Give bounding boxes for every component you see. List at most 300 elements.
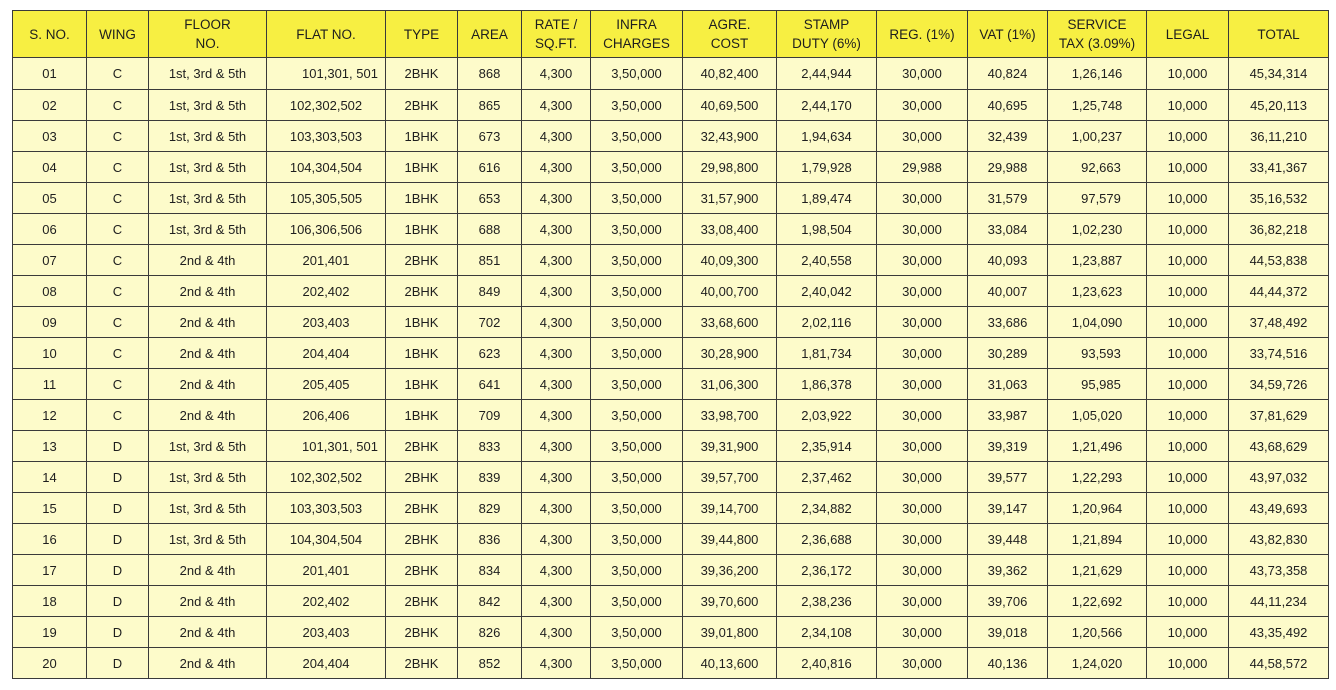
cell-area: 839 bbox=[458, 462, 522, 493]
cell-flat-no: 105,305,505 bbox=[267, 183, 386, 214]
cell-wing: C bbox=[87, 369, 149, 400]
cell-sno: 19 bbox=[13, 617, 87, 648]
cell-service-tax: 1,21,894 bbox=[1048, 524, 1147, 555]
cell-floor-no: 2nd & 4th bbox=[149, 369, 267, 400]
cell-area: 673 bbox=[458, 121, 522, 152]
cell-stamp-duty: 1,94,634 bbox=[777, 121, 877, 152]
cell-reg: 30,000 bbox=[877, 183, 968, 214]
cell-infra-charges: 3,50,000 bbox=[591, 431, 683, 462]
column-header-rate-per-sqft bbox=[522, 11, 591, 58]
column-header-agre-cost bbox=[683, 11, 777, 58]
cell-area: 851 bbox=[458, 245, 522, 276]
cell-stamp-duty: 2,44,170 bbox=[777, 90, 877, 121]
cell-reg: 30,000 bbox=[877, 338, 968, 369]
cell-vat: 39,319 bbox=[968, 431, 1048, 462]
cell-sno: 12 bbox=[13, 400, 87, 431]
cell-infra-charges: 3,50,000 bbox=[591, 493, 683, 524]
table-header bbox=[13, 11, 1329, 58]
cell-rate-per-sqft: 4,300 bbox=[522, 555, 591, 586]
column-header-wing bbox=[87, 11, 149, 58]
cell-infra-charges: 3,50,000 bbox=[591, 586, 683, 617]
cell-vat: 31,063 bbox=[968, 369, 1048, 400]
column-header-line: VAT (1%) bbox=[979, 26, 1036, 42]
cell-total: 37,81,629 bbox=[1229, 400, 1329, 431]
cell-reg: 30,000 bbox=[877, 586, 968, 617]
cell-rate-per-sqft: 4,300 bbox=[522, 648, 591, 679]
column-header-floor-no bbox=[149, 11, 267, 58]
cell-flat-no: 203,403 bbox=[267, 617, 386, 648]
cell-legal: 10,000 bbox=[1147, 90, 1229, 121]
cell-vat: 39,018 bbox=[968, 617, 1048, 648]
table-row bbox=[13, 338, 1329, 369]
cell-stamp-duty: 2,37,462 bbox=[777, 462, 877, 493]
column-header-vat bbox=[968, 11, 1048, 58]
cell-floor-no: 2nd & 4th bbox=[149, 555, 267, 586]
cell-type: 2BHK bbox=[386, 524, 458, 555]
cell-floor-no: 1st, 3rd & 5th bbox=[149, 462, 267, 493]
cell-stamp-duty: 2,40,558 bbox=[777, 245, 877, 276]
cell-area: 826 bbox=[458, 617, 522, 648]
cell-agre-cost: 40,13,600 bbox=[683, 648, 777, 679]
column-header-line: SERVICE bbox=[1067, 17, 1127, 32]
cell-service-tax: 1,02,230 bbox=[1048, 214, 1147, 245]
table-row bbox=[13, 369, 1329, 400]
cell-flat-no: 103,303,503 bbox=[267, 121, 386, 152]
cell-agre-cost: 31,06,300 bbox=[683, 369, 777, 400]
table-row bbox=[13, 586, 1329, 617]
cell-floor-no: 1st, 3rd & 5th bbox=[149, 214, 267, 245]
cell-wing: C bbox=[87, 214, 149, 245]
cell-floor-no: 1st, 3rd & 5th bbox=[149, 493, 267, 524]
cell-vat: 40,136 bbox=[968, 648, 1048, 679]
cell-total: 36,11,210 bbox=[1229, 121, 1329, 152]
column-header-line: LEGAL bbox=[1165, 26, 1210, 42]
column-header-line: FLOOR bbox=[184, 17, 231, 32]
cell-rate-per-sqft: 4,300 bbox=[522, 58, 591, 90]
cell-sno: 03 bbox=[13, 121, 87, 152]
cell-rate-per-sqft: 4,300 bbox=[522, 90, 591, 121]
cell-infra-charges: 3,50,000 bbox=[591, 152, 683, 183]
cell-sno: 15 bbox=[13, 493, 87, 524]
cell-sno: 07 bbox=[13, 245, 87, 276]
cell-infra-charges: 3,50,000 bbox=[591, 338, 683, 369]
cell-vat: 29,988 bbox=[968, 152, 1048, 183]
cell-legal: 10,000 bbox=[1147, 245, 1229, 276]
cell-total: 43,49,693 bbox=[1229, 493, 1329, 524]
cell-infra-charges: 3,50,000 bbox=[591, 121, 683, 152]
cell-total: 34,59,726 bbox=[1229, 369, 1329, 400]
cell-area: 702 bbox=[458, 307, 522, 338]
cell-agre-cost: 39,01,800 bbox=[683, 617, 777, 648]
cell-flat-no: 203,403 bbox=[267, 307, 386, 338]
cell-flat-no: 102,302,502 bbox=[267, 90, 386, 121]
cell-rate-per-sqft: 4,300 bbox=[522, 276, 591, 307]
cell-stamp-duty: 2,34,882 bbox=[777, 493, 877, 524]
cell-flat-no: 201,401 bbox=[267, 555, 386, 586]
cell-total: 43,35,492 bbox=[1229, 617, 1329, 648]
cell-floor-no: 1st, 3rd & 5th bbox=[149, 121, 267, 152]
cell-area: 868 bbox=[458, 58, 522, 90]
cell-wing: D bbox=[87, 586, 149, 617]
cell-type: 1BHK bbox=[386, 214, 458, 245]
cell-vat: 33,686 bbox=[968, 307, 1048, 338]
table-row bbox=[13, 307, 1329, 338]
cell-legal: 10,000 bbox=[1147, 555, 1229, 586]
column-header-area bbox=[458, 11, 522, 58]
cell-agre-cost: 39,14,700 bbox=[683, 493, 777, 524]
cell-vat: 33,084 bbox=[968, 214, 1048, 245]
cell-floor-no: 1st, 3rd & 5th bbox=[149, 152, 267, 183]
cell-flat-no: 104,304,504 bbox=[267, 524, 386, 555]
table-row bbox=[13, 214, 1329, 245]
cell-service-tax: 1,05,020 bbox=[1048, 400, 1147, 431]
cell-wing: D bbox=[87, 648, 149, 679]
cell-total: 44,58,572 bbox=[1229, 648, 1329, 679]
cell-legal: 10,000 bbox=[1147, 431, 1229, 462]
cell-stamp-duty: 1,81,734 bbox=[777, 338, 877, 369]
cell-stamp-duty: 2,40,816 bbox=[777, 648, 877, 679]
table-row bbox=[13, 90, 1329, 121]
table-row bbox=[13, 524, 1329, 555]
cell-legal: 10,000 bbox=[1147, 121, 1229, 152]
cell-legal: 10,000 bbox=[1147, 586, 1229, 617]
cell-type: 2BHK bbox=[386, 493, 458, 524]
cell-floor-no: 1st, 3rd & 5th bbox=[149, 431, 267, 462]
cell-stamp-duty: 2,36,172 bbox=[777, 555, 877, 586]
cell-type: 2BHK bbox=[386, 462, 458, 493]
column-header-line: AREA bbox=[471, 26, 508, 42]
cell-area: 834 bbox=[458, 555, 522, 586]
table-row bbox=[13, 183, 1329, 214]
cell-legal: 10,000 bbox=[1147, 338, 1229, 369]
cell-stamp-duty: 1,98,504 bbox=[777, 214, 877, 245]
cell-agre-cost: 32,43,900 bbox=[683, 121, 777, 152]
cell-sno: 01 bbox=[13, 58, 87, 90]
cell-total: 45,34,314 bbox=[1229, 58, 1329, 90]
cell-wing: C bbox=[87, 58, 149, 90]
cell-service-tax: 1,20,964 bbox=[1048, 493, 1147, 524]
cell-agre-cost: 39,36,200 bbox=[683, 555, 777, 586]
cell-reg: 30,000 bbox=[877, 462, 968, 493]
cell-stamp-duty: 2,34,108 bbox=[777, 617, 877, 648]
cell-agre-cost: 40,09,300 bbox=[683, 245, 777, 276]
cell-vat: 40,824 bbox=[968, 58, 1048, 90]
cell-legal: 10,000 bbox=[1147, 493, 1229, 524]
cell-infra-charges: 3,50,000 bbox=[591, 183, 683, 214]
column-header-line: CHARGES bbox=[603, 36, 670, 51]
cell-sno: 14 bbox=[13, 462, 87, 493]
cell-type: 1BHK bbox=[386, 121, 458, 152]
cell-total: 44,44,372 bbox=[1229, 276, 1329, 307]
cell-vat: 31,579 bbox=[968, 183, 1048, 214]
column-header-line: STAMP bbox=[803, 17, 850, 32]
cell-service-tax: 1,22,692 bbox=[1048, 586, 1147, 617]
cell-area: 852 bbox=[458, 648, 522, 679]
column-header-line: TOTAL bbox=[1257, 26, 1300, 42]
cell-total: 35,16,532 bbox=[1229, 183, 1329, 214]
cell-service-tax: 97,579 bbox=[1048, 183, 1147, 214]
cell-flat-no: 103,303,503 bbox=[267, 493, 386, 524]
column-header-line: COST bbox=[710, 36, 749, 51]
cell-flat-no: 205,405 bbox=[267, 369, 386, 400]
cell-total: 33,74,516 bbox=[1229, 338, 1329, 369]
cell-wing: C bbox=[87, 152, 149, 183]
cell-rate-per-sqft: 4,300 bbox=[522, 245, 591, 276]
cell-floor-no: 2nd & 4th bbox=[149, 338, 267, 369]
cell-sno: 02 bbox=[13, 90, 87, 121]
column-header-line: TYPE bbox=[403, 26, 440, 42]
cell-vat: 33,987 bbox=[968, 400, 1048, 431]
cell-vat: 40,007 bbox=[968, 276, 1048, 307]
cell-area: 616 bbox=[458, 152, 522, 183]
cell-service-tax: 1,21,496 bbox=[1048, 431, 1147, 462]
cell-type: 2BHK bbox=[386, 586, 458, 617]
column-header-line: WING bbox=[99, 26, 136, 42]
cell-reg: 29,988 bbox=[877, 152, 968, 183]
cell-infra-charges: 3,50,000 bbox=[591, 90, 683, 121]
cell-area: 836 bbox=[458, 524, 522, 555]
cell-area: 865 bbox=[458, 90, 522, 121]
column-header-reg bbox=[877, 11, 968, 58]
column-header-type bbox=[386, 11, 458, 58]
cell-type: 1BHK bbox=[386, 152, 458, 183]
cell-type: 1BHK bbox=[386, 369, 458, 400]
cell-type: 2BHK bbox=[386, 245, 458, 276]
table-row bbox=[13, 121, 1329, 152]
cell-sno: 06 bbox=[13, 214, 87, 245]
cell-reg: 30,000 bbox=[877, 214, 968, 245]
price-table bbox=[12, 10, 1329, 679]
cell-service-tax: 1,20,566 bbox=[1048, 617, 1147, 648]
cell-type: 2BHK bbox=[386, 276, 458, 307]
cell-wing: D bbox=[87, 431, 149, 462]
column-header-legal bbox=[1147, 11, 1229, 58]
cell-rate-per-sqft: 4,300 bbox=[522, 400, 591, 431]
cell-area: 641 bbox=[458, 369, 522, 400]
cell-sno: 10 bbox=[13, 338, 87, 369]
column-header-flat-no bbox=[267, 11, 386, 58]
cell-stamp-duty: 2,44,944 bbox=[777, 58, 877, 90]
cell-reg: 30,000 bbox=[877, 121, 968, 152]
cell-agre-cost: 29,98,800 bbox=[683, 152, 777, 183]
cell-service-tax: 1,21,629 bbox=[1048, 555, 1147, 586]
cell-agre-cost: 33,08,400 bbox=[683, 214, 777, 245]
cell-rate-per-sqft: 4,300 bbox=[522, 462, 591, 493]
cell-total: 43,82,830 bbox=[1229, 524, 1329, 555]
cell-floor-no: 1st, 3rd & 5th bbox=[149, 183, 267, 214]
cell-floor-no: 2nd & 4th bbox=[149, 648, 267, 679]
cell-reg: 30,000 bbox=[877, 493, 968, 524]
header-row bbox=[13, 11, 1329, 58]
cell-wing: C bbox=[87, 338, 149, 369]
cell-flat-no: 206,406 bbox=[267, 400, 386, 431]
cell-floor-no: 2nd & 4th bbox=[149, 400, 267, 431]
cell-legal: 10,000 bbox=[1147, 58, 1229, 90]
cell-infra-charges: 3,50,000 bbox=[591, 555, 683, 586]
cell-legal: 10,000 bbox=[1147, 369, 1229, 400]
column-header-line: TAX (3.09%) bbox=[1058, 36, 1136, 51]
cell-service-tax: 1,22,293 bbox=[1048, 462, 1147, 493]
cell-vat: 40,093 bbox=[968, 245, 1048, 276]
cell-reg: 30,000 bbox=[877, 400, 968, 431]
cell-sno: 04 bbox=[13, 152, 87, 183]
cell-legal: 10,000 bbox=[1147, 524, 1229, 555]
cell-total: 44,53,838 bbox=[1229, 245, 1329, 276]
cell-agre-cost: 33,68,600 bbox=[683, 307, 777, 338]
cell-flat-no: 204,404 bbox=[267, 648, 386, 679]
cell-type: 2BHK bbox=[386, 431, 458, 462]
cell-flat-no: 204,404 bbox=[267, 338, 386, 369]
cell-type: 1BHK bbox=[386, 400, 458, 431]
cell-floor-no: 1st, 3rd & 5th bbox=[149, 524, 267, 555]
table-row bbox=[13, 648, 1329, 679]
cell-legal: 10,000 bbox=[1147, 214, 1229, 245]
cell-infra-charges: 3,50,000 bbox=[591, 369, 683, 400]
column-header-sno bbox=[13, 11, 87, 58]
cell-vat: 39,577 bbox=[968, 462, 1048, 493]
cell-agre-cost: 33,98,700 bbox=[683, 400, 777, 431]
cell-type: 1BHK bbox=[386, 183, 458, 214]
cell-floor-no: 2nd & 4th bbox=[149, 276, 267, 307]
table-row bbox=[13, 617, 1329, 648]
cell-floor-no: 2nd & 4th bbox=[149, 245, 267, 276]
cell-reg: 30,000 bbox=[877, 276, 968, 307]
cell-area: 833 bbox=[458, 431, 522, 462]
cell-legal: 10,000 bbox=[1147, 648, 1229, 679]
cell-reg: 30,000 bbox=[877, 369, 968, 400]
cell-infra-charges: 3,50,000 bbox=[591, 617, 683, 648]
cell-sno: 17 bbox=[13, 555, 87, 586]
cell-type: 1BHK bbox=[386, 338, 458, 369]
cell-infra-charges: 3,50,000 bbox=[591, 214, 683, 245]
cell-type: 2BHK bbox=[386, 648, 458, 679]
cell-stamp-duty: 2,38,236 bbox=[777, 586, 877, 617]
table-row bbox=[13, 276, 1329, 307]
cell-wing: C bbox=[87, 400, 149, 431]
cell-rate-per-sqft: 4,300 bbox=[522, 307, 591, 338]
column-header-service-tax bbox=[1048, 11, 1147, 58]
cell-vat: 40,695 bbox=[968, 90, 1048, 121]
cell-infra-charges: 3,50,000 bbox=[591, 524, 683, 555]
cell-sno: 20 bbox=[13, 648, 87, 679]
column-header-line: S. NO. bbox=[29, 26, 70, 42]
cell-rate-per-sqft: 4,300 bbox=[522, 617, 591, 648]
column-header-line: RATE / bbox=[534, 17, 578, 32]
cell-agre-cost: 39,70,600 bbox=[683, 586, 777, 617]
cell-floor-no: 1st, 3rd & 5th bbox=[149, 58, 267, 90]
cell-reg: 30,000 bbox=[877, 555, 968, 586]
cell-flat-no: 101,301, 501 bbox=[267, 58, 386, 90]
cell-legal: 10,000 bbox=[1147, 617, 1229, 648]
cell-vat: 39,706 bbox=[968, 586, 1048, 617]
cell-agre-cost: 30,28,900 bbox=[683, 338, 777, 369]
cell-sno: 05 bbox=[13, 183, 87, 214]
table-row bbox=[13, 462, 1329, 493]
table-row bbox=[13, 58, 1329, 90]
cell-rate-per-sqft: 4,300 bbox=[522, 431, 591, 462]
cell-floor-no: 2nd & 4th bbox=[149, 307, 267, 338]
cell-flat-no: 202,402 bbox=[267, 586, 386, 617]
cell-total: 45,20,113 bbox=[1229, 90, 1329, 121]
cell-total: 44,11,234 bbox=[1229, 586, 1329, 617]
cell-vat: 39,448 bbox=[968, 524, 1048, 555]
cell-wing: C bbox=[87, 245, 149, 276]
cell-wing: C bbox=[87, 121, 149, 152]
cell-agre-cost: 31,57,900 bbox=[683, 183, 777, 214]
cell-wing: C bbox=[87, 276, 149, 307]
cell-infra-charges: 3,50,000 bbox=[591, 307, 683, 338]
cell-type: 2BHK bbox=[386, 555, 458, 586]
cell-service-tax: 1,25,748 bbox=[1048, 90, 1147, 121]
table-row bbox=[13, 152, 1329, 183]
cell-infra-charges: 3,50,000 bbox=[591, 400, 683, 431]
column-header-line: INFRA bbox=[616, 17, 657, 32]
cell-reg: 30,000 bbox=[877, 431, 968, 462]
cell-legal: 10,000 bbox=[1147, 307, 1229, 338]
cell-type: 2BHK bbox=[386, 90, 458, 121]
table-row bbox=[13, 493, 1329, 524]
cell-wing: D bbox=[87, 555, 149, 586]
cell-legal: 10,000 bbox=[1147, 462, 1229, 493]
cell-sno: 09 bbox=[13, 307, 87, 338]
cell-rate-per-sqft: 4,300 bbox=[522, 214, 591, 245]
cell-infra-charges: 3,50,000 bbox=[591, 276, 683, 307]
cell-infra-charges: 3,50,000 bbox=[591, 245, 683, 276]
cell-flat-no: 104,304,504 bbox=[267, 152, 386, 183]
cell-flat-no: 102,302,502 bbox=[267, 462, 386, 493]
cell-agre-cost: 40,00,700 bbox=[683, 276, 777, 307]
cell-rate-per-sqft: 4,300 bbox=[522, 369, 591, 400]
cell-service-tax: 93,593 bbox=[1048, 338, 1147, 369]
table-row bbox=[13, 400, 1329, 431]
table-row bbox=[13, 245, 1329, 276]
cell-infra-charges: 3,50,000 bbox=[591, 58, 683, 90]
cell-service-tax: 1,00,237 bbox=[1048, 121, 1147, 152]
cell-total: 33,41,367 bbox=[1229, 152, 1329, 183]
cell-flat-no: 202,402 bbox=[267, 276, 386, 307]
cell-wing: D bbox=[87, 493, 149, 524]
table-body bbox=[13, 58, 1329, 679]
cell-legal: 10,000 bbox=[1147, 152, 1229, 183]
column-header-line: FLAT NO. bbox=[296, 26, 356, 42]
column-header-line: AGRE. bbox=[708, 17, 751, 32]
cell-service-tax: 1,04,090 bbox=[1048, 307, 1147, 338]
cell-rate-per-sqft: 4,300 bbox=[522, 493, 591, 524]
cell-legal: 10,000 bbox=[1147, 183, 1229, 214]
cell-sno: 08 bbox=[13, 276, 87, 307]
cell-area: 688 bbox=[458, 214, 522, 245]
cell-service-tax: 1,26,146 bbox=[1048, 58, 1147, 90]
column-header-line: SQ.FT. bbox=[534, 36, 577, 51]
cell-infra-charges: 3,50,000 bbox=[591, 462, 683, 493]
cell-rate-per-sqft: 4,300 bbox=[522, 338, 591, 369]
cell-stamp-duty: 2,40,042 bbox=[777, 276, 877, 307]
cell-stamp-duty: 2,35,914 bbox=[777, 431, 877, 462]
cell-type: 2BHK bbox=[386, 617, 458, 648]
cell-type: 1BHK bbox=[386, 307, 458, 338]
cell-total: 43,73,358 bbox=[1229, 555, 1329, 586]
cell-reg: 30,000 bbox=[877, 307, 968, 338]
cell-sno: 18 bbox=[13, 586, 87, 617]
cell-stamp-duty: 1,89,474 bbox=[777, 183, 877, 214]
cell-flat-no: 101,301, 501 bbox=[267, 431, 386, 462]
cell-legal: 10,000 bbox=[1147, 400, 1229, 431]
cell-stamp-duty: 1,86,378 bbox=[777, 369, 877, 400]
cell-wing: C bbox=[87, 307, 149, 338]
cell-wing: C bbox=[87, 183, 149, 214]
cell-reg: 30,000 bbox=[877, 245, 968, 276]
cell-sno: 13 bbox=[13, 431, 87, 462]
